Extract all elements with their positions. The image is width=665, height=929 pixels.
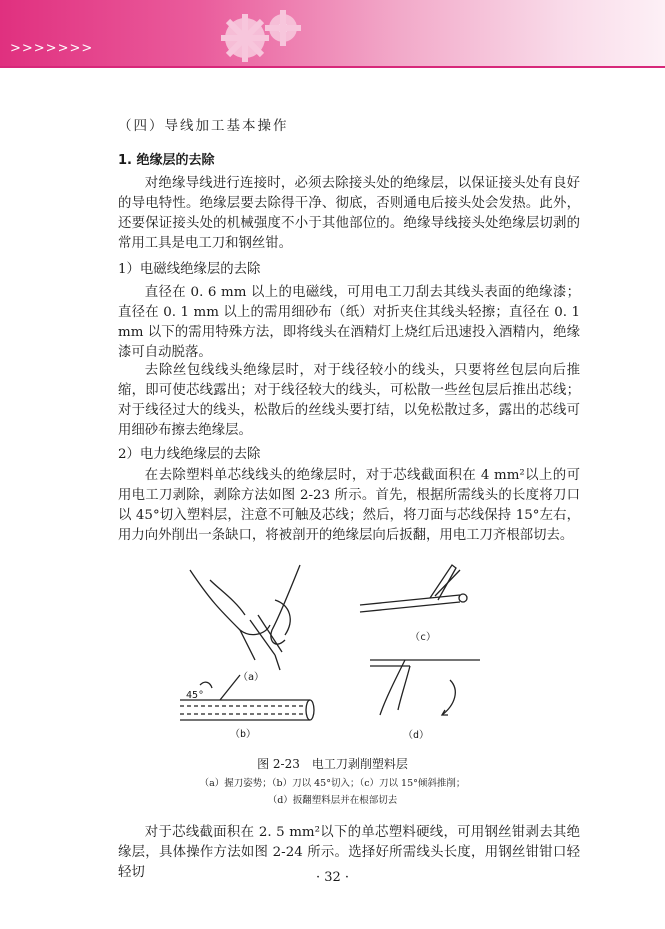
subsection-title: 1. 绝缘层的去除: [118, 153, 215, 168]
figure-illustration: [180, 560, 480, 750]
heading-power-wire: 2）电力线绝缘层的去除: [118, 447, 261, 462]
chevrons-icon: >>>>>>>: [10, 41, 94, 56]
figure-label-b: （b）: [230, 729, 257, 740]
paragraph-intro: 对绝缘导线进行连接时，必须去除接头处的绝缘层，以保证接头处有良好的导电特性。绝缘层要去除得干净、彻底，否则通电后接头处会发热。此外，还要保证接头处的机械强度不小于其他部位的。绝缘导线接头处绝缘层切剥的常用工具是电工刀和钢丝钳。: [118, 176, 580, 251]
figure-caption: 图 2-23 电工刀剥削塑料层: [257, 757, 408, 771]
figure-subcaption-1: （a）握刀姿势；（b）刀以 45°切入；（c）刀以 15°倾斜推削；: [199, 778, 466, 789]
figure-subcaption-2: （d）扳翻塑料层并在根部切去: [267, 795, 398, 806]
header-banner: [0, 0, 665, 68]
wire-drawing-c: [360, 565, 467, 612]
wire-drawing-d: [370, 660, 480, 715]
page-number: · 32 ·: [315, 870, 350, 885]
paragraph-silk-wire: 去除丝包线线头绝缘层时，对于线径较小的线头，只要将丝包层向后推缩，即可使芯线露出；对于线径较大的线头，可松散一些丝包层后推出芯线；对于线径过大的线头，松散后的丝线头要打结，以免松散过多，露出的芯线可用细砂布擦去绝缘层。: [118, 363, 580, 438]
section-title: （四）导线加工基本操作: [118, 118, 289, 134]
figure-angle-label: 45°: [186, 690, 205, 701]
gear-icon: [205, 6, 325, 66]
figure-label-a: （a）: [238, 672, 265, 683]
hand-drawing-a: [190, 565, 300, 670]
paragraph-small-wire: 对于芯线截面积在 2. 5 mm²以下的单芯塑料硬线，可用钢丝钳剥去其绝缘层，具体操作方法如图 2-24 所示。选择好所需线头长度，用钢丝钳钳口轻轻切: [118, 825, 580, 880]
figure-label-c: （c）: [410, 632, 437, 643]
paragraph-magnet-wire: 直径在 0. 6 mm 以上的电磁线，可用电工刀刮去其线头表面的绝缘漆；直径在 0. 1 mm 以上的需用细砂布（纸）对折夹住其线头轻擦；直径在 0. 1 mm 以下的需用特殊方法，即将线头在酒精灯上烧红后迅速投入酒精内，绝缘漆可自动脱落。: [118, 285, 580, 360]
header-rule: [0, 66, 665, 68]
paragraph-power-wire: 在去除塑料单芯线线头的绝缘层时，对于芯线截面积在 4 mm²以上的可用电工刀剥除，剥除方法如图 2-23 所示。首先，根据所需线头的长度将刀口以 45°切入塑料层，注意不可触及芯线；然后，将刀面与芯线保持 15°左右，用力向外削出一条缺口，将被剖开的绝缘层向后扳翻，用电工刀齐根部切去。: [118, 468, 580, 543]
heading-magnet-wire: 1）电磁线绝缘层的去除: [118, 262, 261, 277]
figure-label-d: （d）: [403, 730, 430, 741]
